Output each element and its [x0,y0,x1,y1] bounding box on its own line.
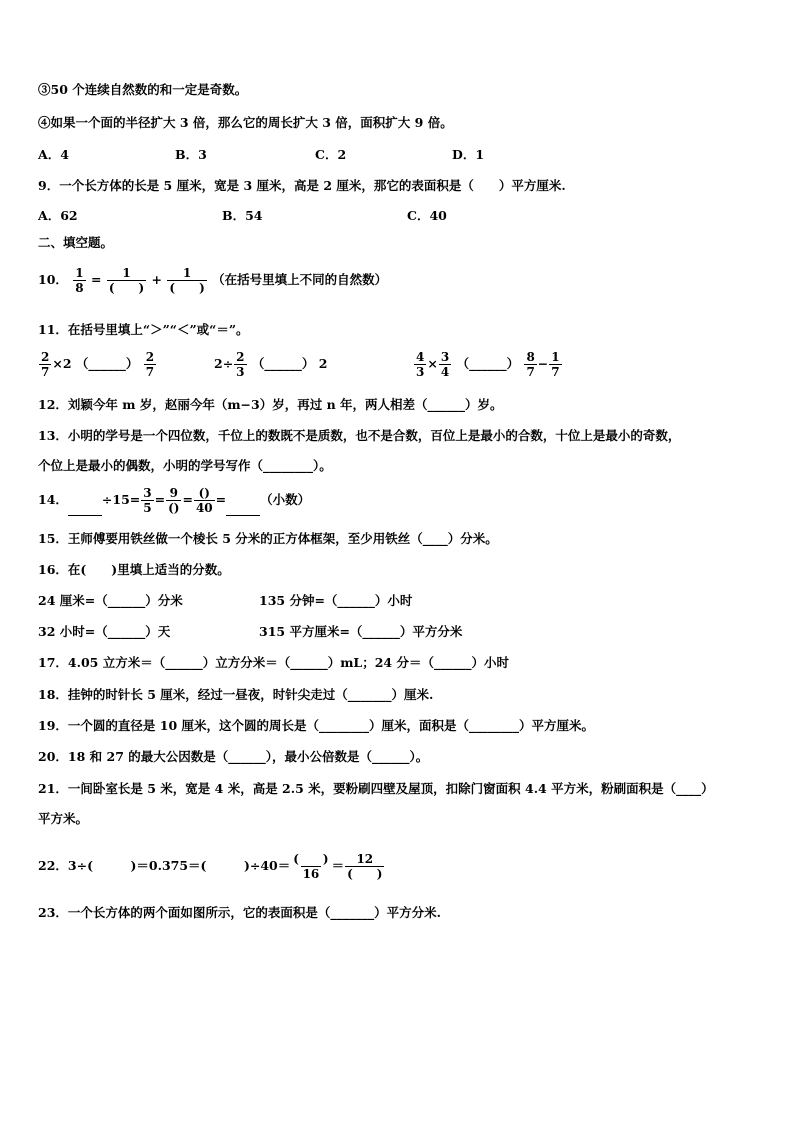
denominator-blank: ( ) [347,867,383,881]
fraction [166,486,181,515]
operator: − [537,356,549,371]
q16-item-2: 135 分钟=（______）小时 [259,593,413,608]
q10-number: 10． [38,272,68,287]
fraction [549,350,561,379]
fraction [141,486,153,515]
numerator-blank: () [198,486,210,500]
equals-sign: ＝ [331,858,345,873]
q16-text: 16．在( )里填上适当的分数。 [38,562,230,577]
q9-option-b: B．54 [222,208,263,223]
q10-note: （在括号里填上不同的自然数） [212,272,388,287]
q8-option-b: B．3 [175,147,207,162]
numerator: 2 [236,350,245,364]
q14-note: （小数） [260,492,311,507]
q17-text: 17．4.05 立方米＝（______）立方分米＝（______）mL；24 分＝（______）小时 [38,655,509,670]
q16-item-3: 32 小时=（______）天 [38,624,171,639]
q20-text: 20．18 和 27 的最大公因数是（______），最小公倍数是（______）。 [38,749,429,764]
q8-option-d: D．1 [452,147,485,162]
q16-item-1: 24 厘米=（______）分米 [38,593,183,608]
q15-text: 15．王师傅要用铁丝做一个棱长 5 分米的正方体框架，至少用铁丝（____）分米。 [38,531,498,546]
denominator: 7 [551,365,560,379]
numerator: 9 [169,486,178,500]
q10 [38,264,387,296]
q16-item-4: 315 平方厘米=（______）平方分米 [259,624,463,639]
section-heading: 二、填空题。 [38,235,114,250]
plus-sign: + [151,272,163,287]
fraction [194,486,215,515]
denominator: 8 [75,281,84,295]
fraction [524,350,536,379]
answer-blank[interactable]: （______） [75,356,139,371]
equals-sign: = [182,492,193,507]
denominator-blank: ( ) [108,281,145,295]
numerator: 1 [182,266,192,280]
denominator-blank: ( ) [169,281,205,295]
denominator: 40 [195,501,213,515]
fraction [291,852,330,881]
operator: × [427,356,438,371]
denominator: 7 [526,365,535,379]
denominator: 5 [143,501,152,515]
q13-line-2: 个位上是最小的偶数，小明的学号写作（________）。 [38,458,332,473]
equals-sign: = [154,492,166,507]
q22-expression: 22．3÷( )＝0.375＝( )÷40＝ [38,858,291,873]
q11-item-b [214,348,327,380]
numerator: 2 [145,350,155,364]
q10-fraction-2 [167,266,206,295]
fraction [439,350,451,379]
numerator: 1 [122,266,131,280]
equals-sign: = [215,492,227,507]
answer-blank[interactable]: （______） [251,356,315,371]
numerator: 8 [526,350,535,364]
operator: 2÷ [214,356,234,371]
fraction [234,350,246,379]
numerator: 1 [75,266,84,280]
q19-text: 19．一个圆的直径是 10 厘米，这个圆的周长是（________）厘米，面积是（________）平方厘米。 [38,718,594,733]
numerator: 3 [143,486,152,500]
q8-item-4: ④如果一个面的半径扩大 3 倍，那么它的周长扩大 3 倍，面积扩大 9 倍。 [38,115,453,130]
q22 [38,848,385,884]
fraction [144,350,156,379]
q8-item-3: ③50 个连续自然数的和一定是奇数。 [38,82,248,97]
q8-option-c: C．2 [315,147,347,162]
denominator: 3 [236,365,245,379]
fraction [414,350,426,379]
q11-text: 11．在括号里填上“＞”“＜”或“＝”。 [38,322,249,337]
fraction [345,852,384,881]
denominator-blank: () [168,501,180,515]
q13-line-1: 13．小明的学号是一个四位数，千位上的数既不是质数，也不是合数，百位上是最小的合数，十位上是最小的奇数， [38,428,681,443]
q8-option-a: A．4 [38,147,69,162]
q9-option-c: C．40 [407,208,447,223]
q18-text: 18．挂钟的时针长 5 厘米，经过一昼夜，时针尖走过（_______）厘米. [38,687,434,702]
fraction [39,350,51,379]
value: 2 [318,356,328,371]
numerator: 1 [551,350,560,364]
q11-item-a [38,348,157,380]
answer-blank[interactable]: （______） [456,356,520,371]
q21-line-1: 21．一间卧室长是 5 米，宽是 4 米，高是 2.5 米，要粉刷四壁及屋顶，扣除门窗面积 4.4 平方米，粉刷面积是（____） [38,781,714,796]
q10-fraction-1 [107,266,146,295]
q14-number: 14． [38,492,68,507]
q14 [38,484,310,516]
denominator: 16 [302,867,320,881]
answer-blank[interactable] [68,502,102,516]
q23-text: 23．一个长方体的两个面如图所示，它的表面积是（_______）平方分米. [38,905,441,920]
numerator: 3 [440,350,450,364]
denominator: 7 [145,365,155,379]
numerator-blank: ( ) [293,852,329,866]
q9-text: 9．一个长方体的长是 5 厘米，宽是 3 厘米，高是 2 厘米，那它的表面积是（ ）平方厘米. [38,178,566,193]
denominator: 7 [41,365,50,379]
numerator: 4 [416,350,425,364]
q10-lhs-fraction [73,266,85,295]
q12-text: 12．刘颖今年 m 岁，赵丽今年（m−3）岁，再过 n 年，两人相差（______）岁。 [38,397,503,412]
operator: ×2 [52,356,72,371]
denominator: 4 [440,365,450,379]
equals-sign: = [90,272,102,287]
q21-line-2: 平方米。 [38,811,89,826]
answer-blank[interactable] [226,502,260,516]
operator: ÷15= [101,492,141,507]
numerator: 12 [356,852,374,866]
denominator: 3 [416,365,425,379]
q11-item-c [413,348,563,380]
numerator: 2 [41,350,50,364]
q9-option-a: A．62 [38,208,78,223]
